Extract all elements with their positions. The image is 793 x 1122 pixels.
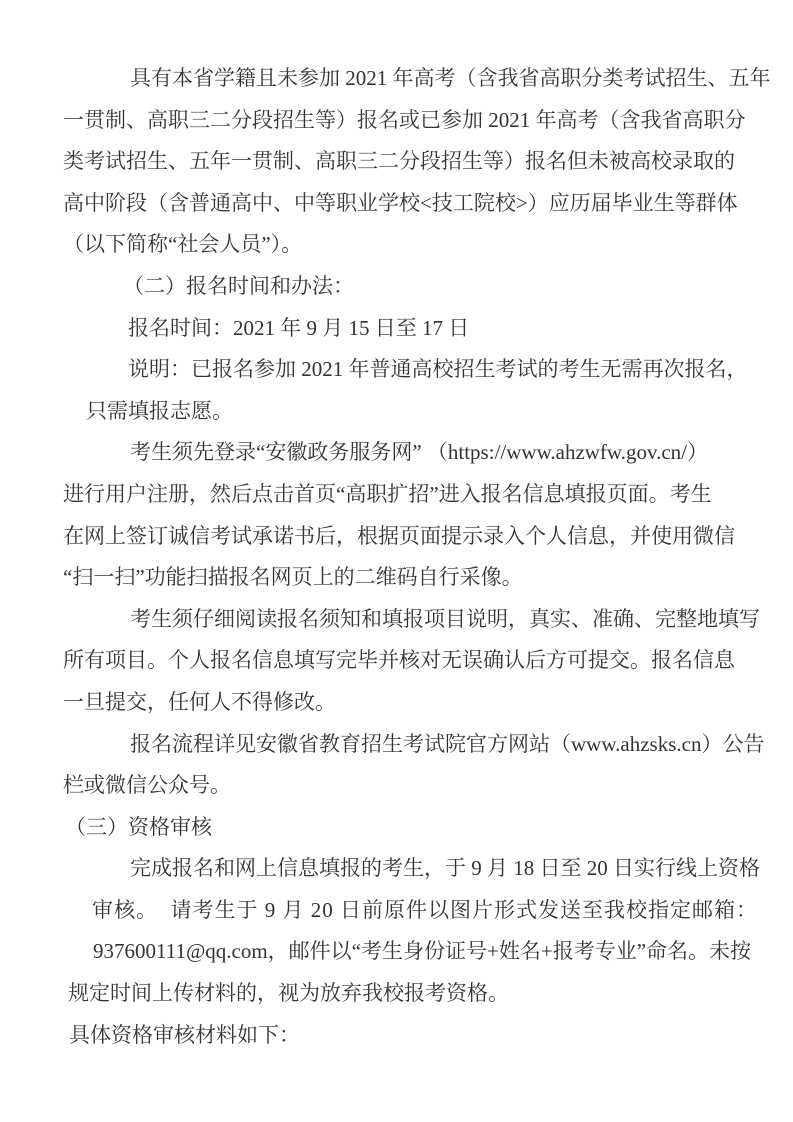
- doc-line: （以下简称“社会人员”）。: [63, 232, 303, 257]
- doc-line: 进行用户注册，然后点击首页“高职扩招”进入报名信息填报页面。考生: [63, 481, 712, 506]
- doc-line: 规定时间上传材料的，视为放弃我校报考资格。: [68, 981, 509, 1006]
- doc-line: 只需填报志愿。: [86, 398, 233, 423]
- doc-line: 类考试招生、五年一贯制、高职三二分段招生等）报名但未被高校录取的: [63, 149, 735, 174]
- doc-line: 考生须仔细阅读报名须知和填报项目说明，真实、准确、完整地填写: [130, 606, 760, 631]
- doc-line-with-url: 报名流程详见安徽省教育招生考试院官方网站（www.ahzsks.cn）公告: [130, 731, 765, 756]
- doc-line: 所有项目。个人报名信息填写完毕并核对无误确认后方可提交。报名信息: [63, 648, 735, 673]
- doc-line-with-email: 937600111@qq.com，邮件以“考生身份证号+姓名+报考专业”命名。未按: [93, 939, 752, 964]
- doc-line: 完成报名和网上信息填报的考生，于 9 月 18 日至 20 日实行线上资格: [130, 856, 760, 881]
- doc-line: 高中阶段（含普通高中、中等职业学校<技工院校>）应历届毕业生等群体: [63, 190, 738, 215]
- doc-line: 具体资格审核材料如下：: [69, 1022, 300, 1047]
- doc-line: 一旦提交，任何人不得修改。: [63, 689, 336, 714]
- doc-line: 一贯制、高职三二分段招生等）报名或已参加 2021 年高考（含我省高职分: [63, 107, 746, 132]
- doc-line: 说明：已报名参加 2021 年普通高校招生考试的考生无需再次报名，: [128, 357, 748, 382]
- document-text-block: [63, 58, 771, 1056]
- doc-line: 栏或微信公众号。: [63, 773, 231, 798]
- doc-line: 在网上签订诚信考试承诺书后，根据页面提示录入个人信息，并使用微信: [63, 523, 735, 548]
- doc-line: “扫一扫”功能扫描报名网页上的二维码自行采像。: [63, 565, 523, 590]
- doc-line-section-heading: （二）报名时间和办法：: [123, 273, 354, 298]
- doc-line: 审核。 请考生于 9 月 20 日前原件以图片形式发送至我校指定邮箱：: [92, 897, 758, 922]
- doc-line-section-heading: （三）资格审核: [65, 814, 212, 839]
- doc-line: 具有本省学籍且未参加 2021 年高考（含我省高职分类考试招生、五年: [130, 66, 771, 90]
- doc-line: 报名时间：2021 年 9 月 15 日至 17 日: [128, 315, 470, 340]
- doc-line-with-url: 考生须先登录“安徽政务服务网” （https://www.ahzwfw.gov.cn/）: [130, 440, 709, 465]
